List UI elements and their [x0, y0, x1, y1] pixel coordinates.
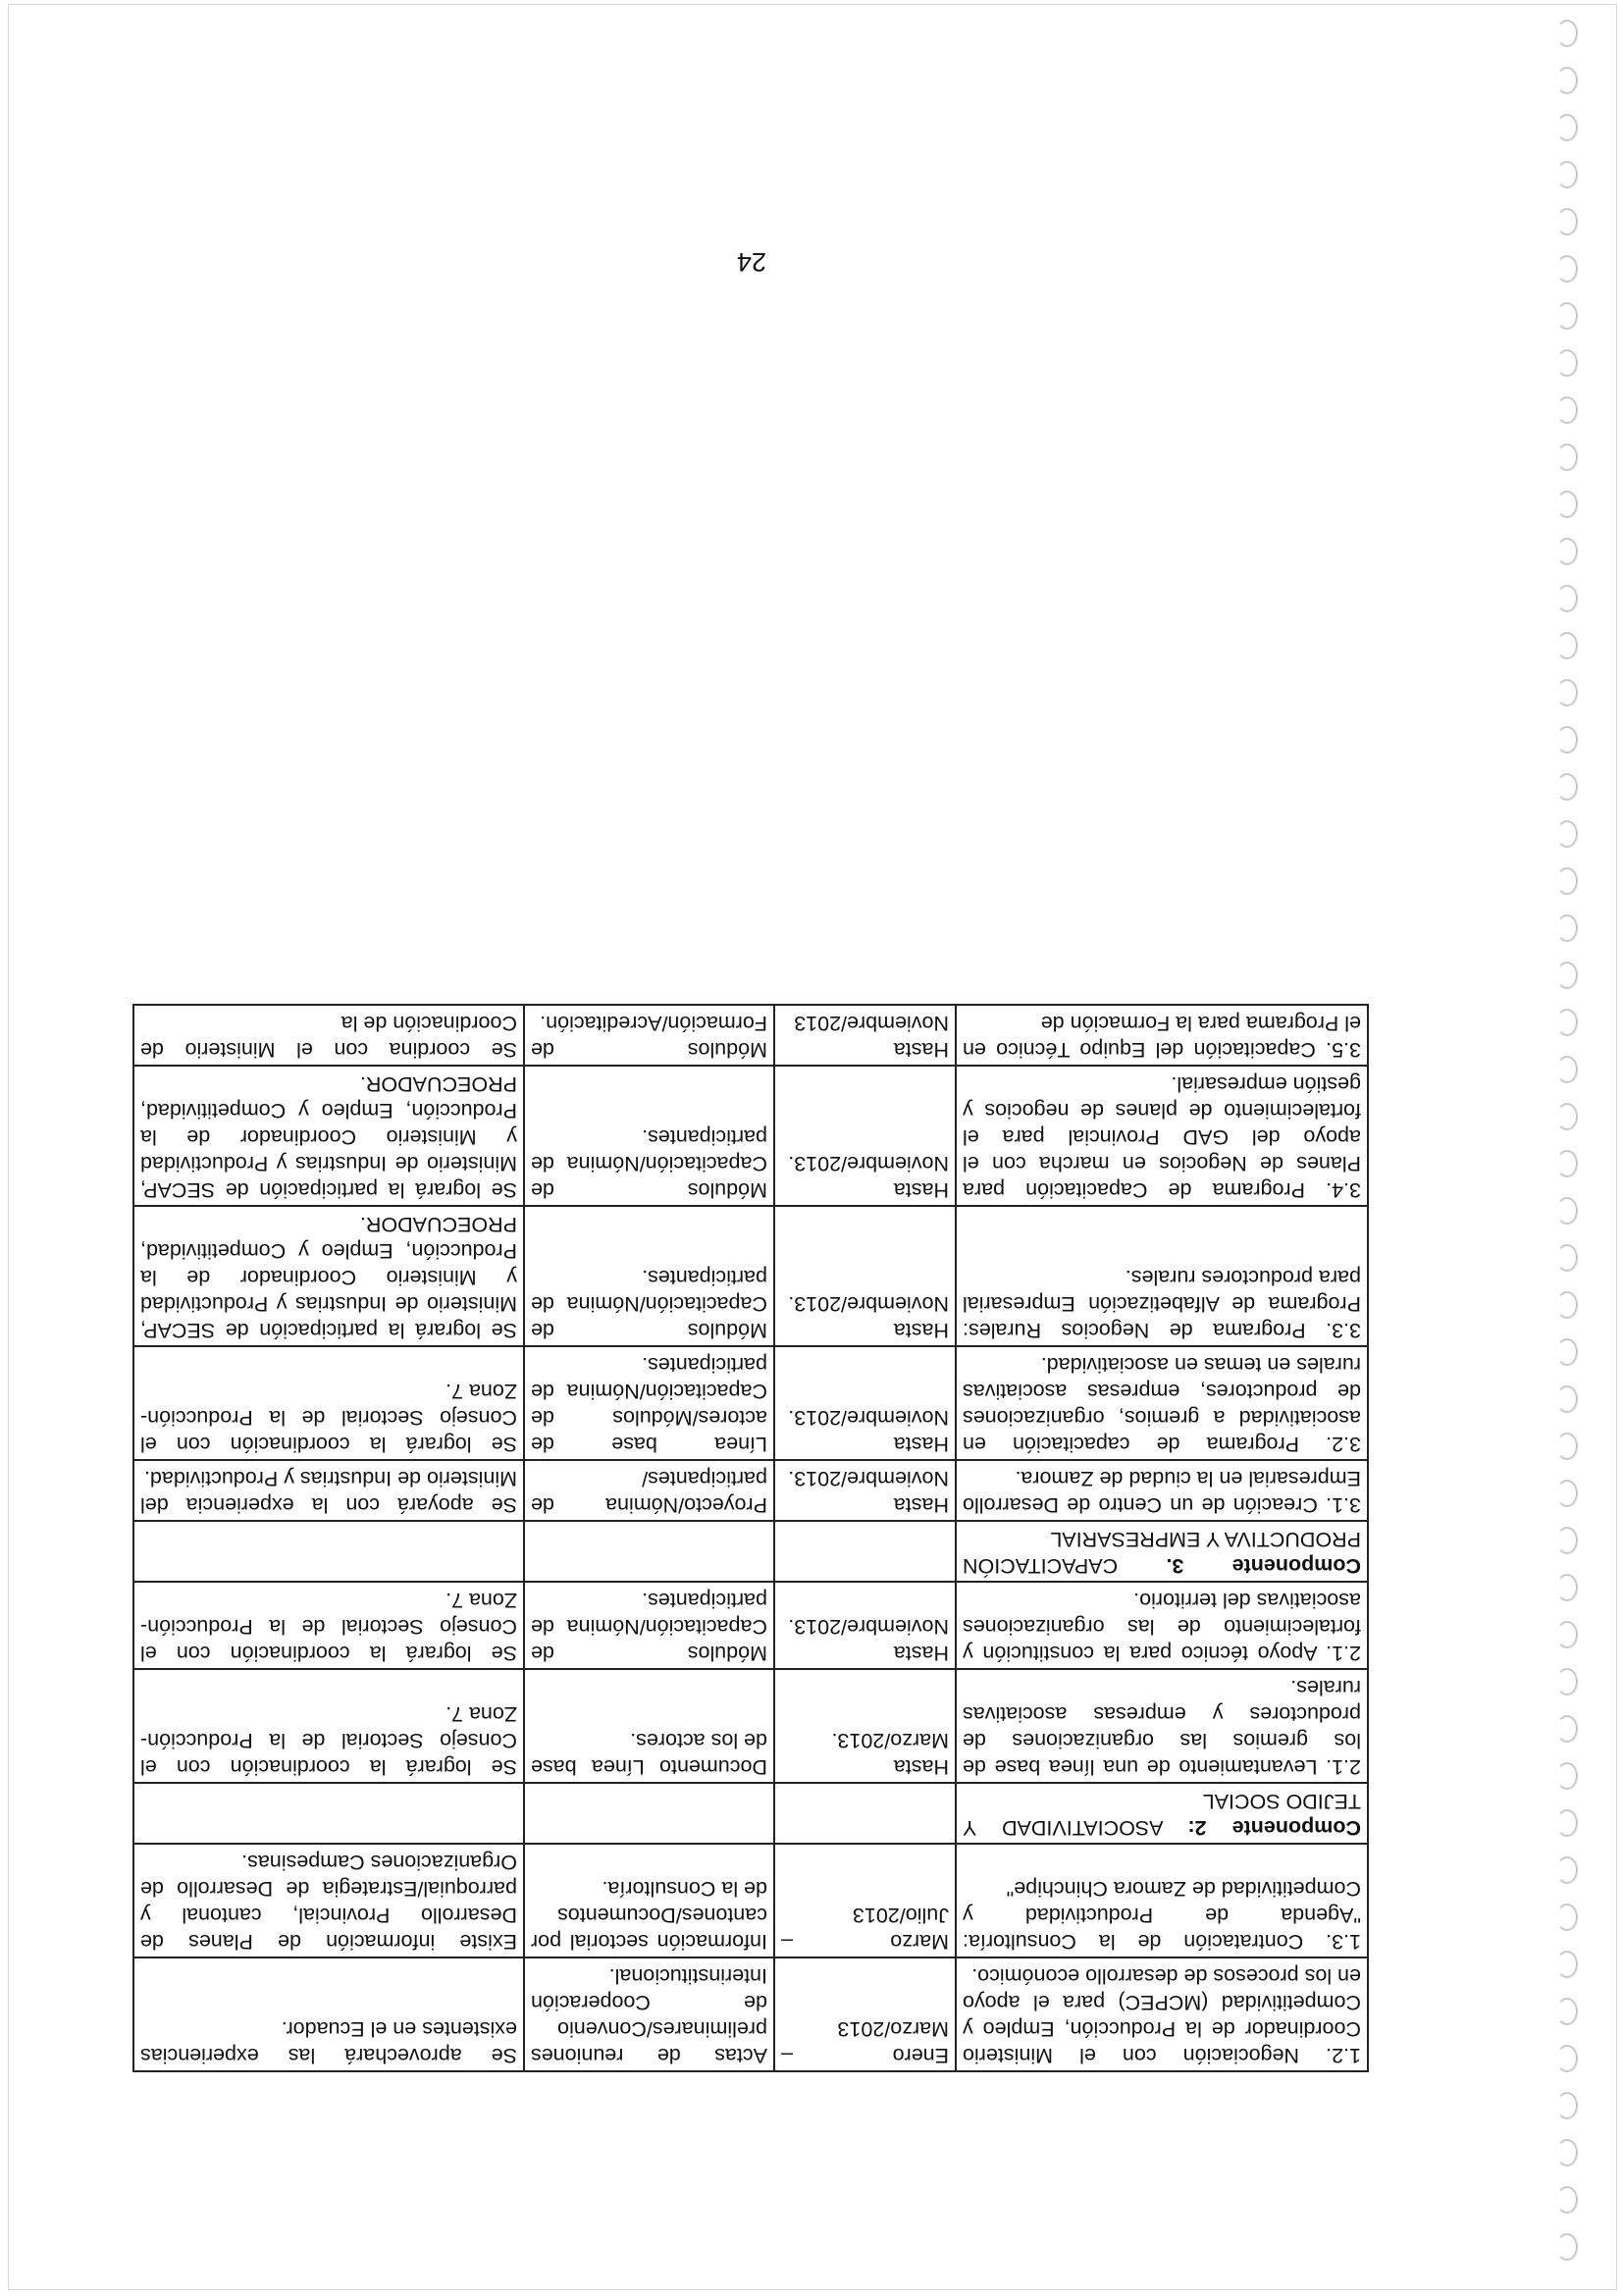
binder-hole-icon [1556, 585, 1578, 612]
binder-hole-icon [1556, 2186, 1578, 2214]
verification-cell: Módulos de Formación/Acreditación. [524, 1005, 774, 1066]
binder-hole-icon [1556, 20, 1578, 47]
binder-hole-icon [1556, 1338, 1578, 1366]
period-cell: Hasta Noviembre/2013 [774, 1005, 956, 1066]
empty-cell [524, 1521, 774, 1582]
page-number: 24 [736, 247, 767, 277]
binder-hole-icon [1556, 161, 1578, 188]
binder-hole-icon [1556, 1998, 1578, 2025]
activity-cell: 1.3. Contratación de la Consultoría: "Agenda de Productividad y Competitividad de Zamora Chinchipe" [956, 1844, 1368, 1957]
verification-cell: Proyecto/Nómina de participantes/ [524, 1460, 774, 1521]
binder-hole-icon [1556, 1244, 1578, 1272]
activity-cell: 3.5. Capacitación del Equipo Técnico en el Programa para la Formación de [956, 1005, 1368, 1066]
binder-hole-icon [1556, 867, 1578, 895]
assumption-cell: Se aprovechará las experiencias existentes en el Ecuador. [133, 1957, 524, 2071]
assumption-cell: Se logrará la participación de SECAP, Ministerio de Industrias y Productividad y Ministerio Coordinador de la Producción, Empleo y Competitividad, PROECUADOR. [133, 1206, 524, 1346]
component-label: Componente 2: [1187, 1816, 1361, 1840]
binder-hole-icon [1556, 726, 1578, 754]
binder-hole-icon [1556, 2092, 1578, 2119]
binder-hole-icon [1556, 1291, 1578, 1319]
assumption-cell: Se coordina con el Ministerio de Coordinación de la [133, 1005, 524, 1066]
binder-hole-icon [1556, 2233, 1578, 2261]
period-cell: Enero – Marzo/2013 [774, 1957, 956, 2071]
binder-hole-icon [1556, 820, 1578, 848]
component-title: CAPACITACIÓN PRODUCTIVA Y EMPRESARIAL [963, 1528, 1361, 1578]
assumption-cell: Existe información de Planes de Desarrollo Provincial, cantonal y parroquial/Estrategia de Desarrollo de Organizaciones Campesinas. [133, 1844, 524, 1957]
activity-table [132, 1004, 1369, 2072]
period-cell: Marzo – Julio/2013 [774, 1844, 956, 1957]
activity-cell: 3.2. Programa de capacitación en asociatividad a gremios, organizaciones de productores, empresas asociativas rurales en temas en asociatividad. [956, 1346, 1368, 1460]
table-row [133, 1206, 1368, 1346]
binder-hole-icon [1556, 1056, 1578, 1083]
binder-hole-icon [1556, 1574, 1578, 1601]
assumption-cell: Se logrará la participación de SECAP, Ministerio de Industrias y Productividad y Ministerio Coordinador de la Producción, Empleo y Competitividad, PROECUADOR. [133, 1066, 524, 1206]
assumption-cell: Se logrará la coordinación con el Consejo Sectorial de la Producción-Zona 7. [133, 1346, 524, 1460]
verification-cell: Línea base de actores/Módulos de Capacitación/Nómina de participantes. [524, 1346, 774, 1460]
binder-hole-icon [1556, 302, 1578, 330]
rotated-page-content [134, 247, 1369, 2072]
empty-cell [133, 1783, 524, 1844]
period-cell: Hasta Noviembre/2013. [774, 1460, 956, 1521]
verification-cell: Documento Línea base de los actores. [524, 1669, 774, 1783]
binder-hole-icon [1556, 1904, 1578, 1931]
period-cell: Hasta Noviembre/2013. [774, 1066, 956, 1206]
binder-hole-icon [1556, 1433, 1578, 1460]
binder-holes [1552, 20, 1592, 2276]
component-row [133, 1783, 1368, 1844]
binder-hole-icon [1556, 1009, 1578, 1036]
verification-cell: Módulos de Capacitación/Nómina de participantes. [524, 1206, 774, 1346]
component-heading [956, 1521, 1368, 1582]
binder-hole-icon [1556, 1621, 1578, 1648]
verification-cell: Actas de reuniones preliminares/Convenio de Cooperación Interinstitucional. [524, 1957, 774, 2071]
period-cell: Hasta Marzo/2013. [774, 1669, 956, 1783]
table-row [133, 1066, 1368, 1206]
binder-hole-icon [1556, 1197, 1578, 1225]
period-cell: Hasta Noviembre/2013. [774, 1582, 956, 1669]
binder-hole-icon [1556, 538, 1578, 565]
empty-cell [774, 1521, 956, 1582]
table-row [133, 1005, 1368, 1066]
verification-cell: Módulos de Capacitación/Nómina de participantes. [524, 1582, 774, 1669]
activity-cell: 2.1. Apoyo técnico para la constitución y fortalecimiento de las organizaciones asociativas del territorio. [956, 1582, 1368, 1669]
component-title: ASOCIATIVIDAD Y TEJIDO SOCIAL [963, 1790, 1361, 1840]
table-row [133, 1582, 1368, 1669]
table-row [133, 1346, 1368, 1460]
assumption-cell: Se apoyará con la experiencia del Ministerio de Industrias y Productividad. [133, 1460, 524, 1521]
assumption-cell: Se logrará la coordinación con el Consejo Sectorial de la Producción-Zona 7. [133, 1582, 524, 1669]
binder-hole-icon [1556, 1527, 1578, 1554]
binder-hole-icon [1556, 67, 1578, 94]
binder-hole-icon [1556, 1762, 1578, 1790]
activity-cell: 3.3. Programa de Negocios Rurales: Programa de Alfabetización Empresarial para productores rurales. [956, 1206, 1368, 1346]
binder-hole-icon [1556, 114, 1578, 141]
binder-hole-icon [1556, 1103, 1578, 1130]
binder-hole-icon [1556, 1951, 1578, 1978]
binder-hole-icon [1556, 2045, 1578, 2072]
binder-hole-icon [1556, 444, 1578, 471]
activity-cell: 2.1. Levantamiento de una línea base de los gremios las organizaciones de productores y empresas asociativas rurales. [956, 1669, 1368, 1783]
binder-hole-icon [1556, 1809, 1578, 1837]
activity-cell: 3.1. Creación de un Centro de Desarrollo Empresarial en la ciudad de Zamora. [956, 1460, 1368, 1521]
table-row [133, 1460, 1368, 1521]
binder-hole-icon [1556, 679, 1578, 706]
binder-hole-icon [1556, 632, 1578, 659]
empty-cell [774, 1783, 956, 1844]
binder-hole-icon [1556, 1715, 1578, 1743]
activity-cell: 1.2. Negociación con el Ministerio Coordinador de la Producción, Empleo y Competitividad (MCPEC) para el apoyo en los procesos de desarrollo económico. [956, 1957, 1368, 2071]
binder-hole-icon [1556, 255, 1578, 283]
binder-hole-icon [1556, 1385, 1578, 1413]
binder-hole-icon [1556, 1856, 1578, 1884]
binder-hole-icon [1556, 208, 1578, 235]
verification-cell: Información sectorial por cantones/Documentos de la Consultoría. [524, 1844, 774, 1957]
binder-hole-icon [1556, 396, 1578, 424]
assumption-cell: Se logrará la coordinación con el Consejo Sectorial de la Producción-Zona 7. [133, 1669, 524, 1783]
binder-hole-icon [1556, 1150, 1578, 1177]
empty-cell [524, 1783, 774, 1844]
binder-hole-icon [1556, 773, 1578, 801]
binder-hole-icon [1556, 1480, 1578, 1507]
binder-hole-icon [1556, 2139, 1578, 2166]
component-row [133, 1521, 1368, 1582]
period-cell: Hasta Noviembre/2013. [774, 1206, 956, 1346]
binder-hole-icon [1556, 914, 1578, 942]
component-label: Componente 3. [1166, 1554, 1361, 1578]
binder-hole-icon [1556, 491, 1578, 518]
binder-hole-icon [1556, 349, 1578, 377]
period-cell: Hasta Noviembre/2013. [774, 1346, 956, 1460]
activity-cell: 3.4. Programa de Capacitación para Planes de Negocios en marcha con el apoyo del GAD Provincial para el fortalecimiento de planes de negocios y gestión empresarial. [956, 1066, 1368, 1206]
table-row [133, 1957, 1368, 2071]
component-heading [956, 1783, 1368, 1844]
verification-cell: Módulos de Capacitación/Nómina de participantes. [524, 1066, 774, 1206]
table-row [133, 1669, 1368, 1783]
binder-hole-icon [1556, 1668, 1578, 1696]
empty-cell [133, 1521, 524, 1582]
binder-hole-icon [1556, 962, 1578, 989]
table-row [133, 1844, 1368, 1957]
